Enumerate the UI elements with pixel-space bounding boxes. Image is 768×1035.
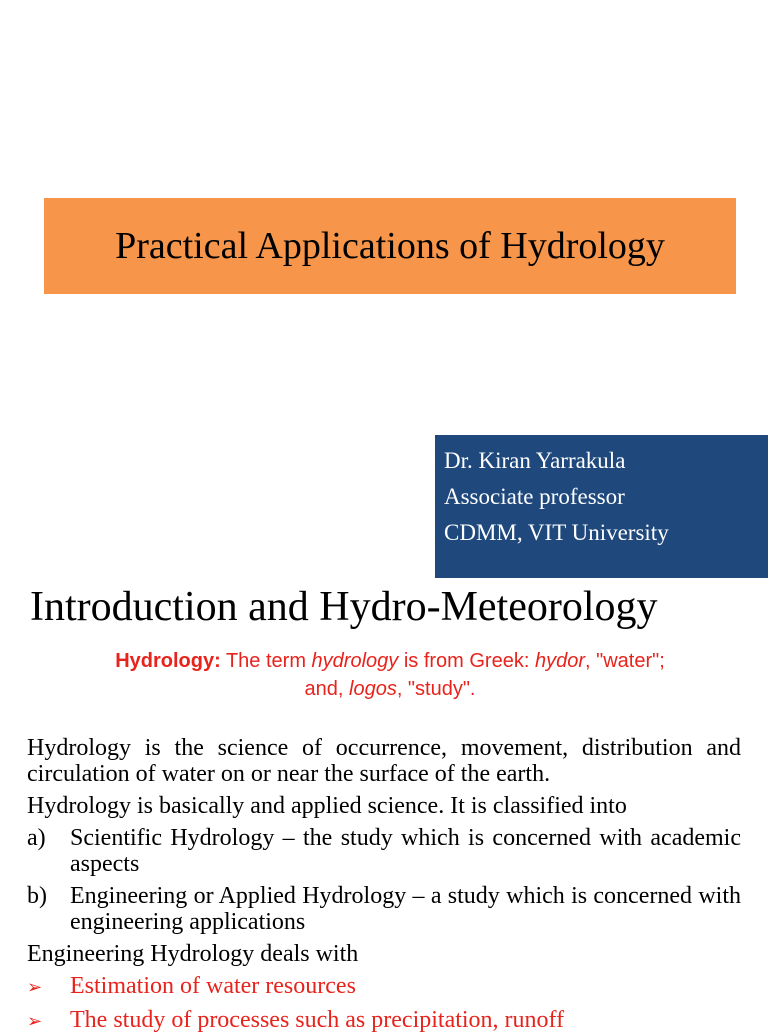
- list-item: [27, 825, 741, 877]
- term-hydor: hydor: [534, 650, 585, 672]
- list-marker: b): [27, 883, 47, 909]
- list-text: Engineering or Applied Hydrology – a study which is concerned with engineering applications: [70, 883, 741, 935]
- list-text: Scientific Hydrology – the study which is concerned with academic aspects: [70, 825, 741, 877]
- bullet-item: [27, 973, 741, 1001]
- bullet-text: Estimation of water resources: [70, 973, 356, 999]
- list-marker: a): [27, 825, 46, 851]
- author-name: Dr. Kiran Yarrakula: [444, 448, 626, 473]
- body-text: [27, 735, 741, 1035]
- definition-text-3: , "water";: [585, 650, 665, 672]
- author-affiliation: CDMM, VIT University: [444, 520, 669, 545]
- term-logos: logos: [349, 678, 397, 700]
- paragraph-deals-with: Engineering Hydrology deals with: [27, 941, 359, 967]
- term-hydrology: hydrology: [311, 650, 399, 672]
- paragraph-definition: Hydrology is the science of occurrence, movement, distribution and circulation of water on or near the surface of the earth.: [27, 735, 741, 787]
- arrow-bullet-icon: ➢: [27, 977, 43, 998]
- bullet-text: The study of processes such as precipitation, runoff: [70, 1007, 565, 1033]
- paragraph-classification: Hydrology is basically and applied science. It is classified into: [27, 793, 627, 819]
- author-position: Associate professor: [444, 484, 625, 509]
- list-item: [27, 883, 741, 935]
- definition-line-2: [40, 675, 740, 703]
- definition-label: Hydrology:: [115, 650, 221, 672]
- definition-text-2: is from Greek:: [398, 650, 535, 672]
- author-box: [435, 435, 768, 578]
- definition-text-4: and,: [304, 678, 349, 700]
- slide-title: Practical Applications of Hydrology: [115, 225, 665, 267]
- bullet-item: [27, 1007, 741, 1035]
- definition-text-1: The term: [220, 650, 312, 672]
- definition-line-1: [40, 647, 740, 675]
- definition: [40, 647, 740, 703]
- arrow-bullet-icon: ➢: [27, 1011, 43, 1032]
- section-title: Introduction and Hydro-Meteorology: [30, 584, 658, 630]
- title-banner: [44, 198, 736, 294]
- definition-text-5: , "study".: [396, 678, 476, 700]
